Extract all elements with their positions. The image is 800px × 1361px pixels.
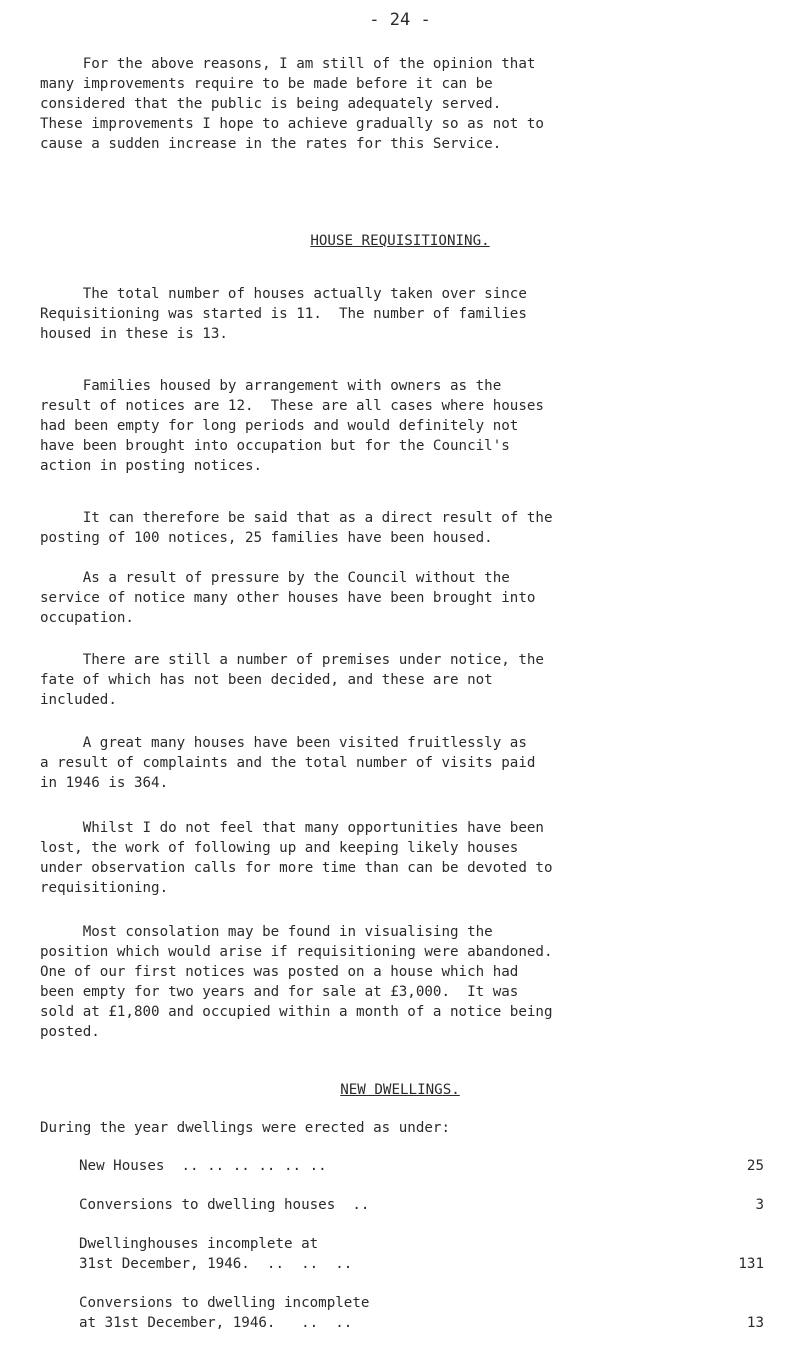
row-value: 25 [746, 1158, 764, 1174]
page-number: - 24 - [369, 10, 431, 30]
row-label: Conversions to dwelling incomplete at 31st December, 1946. .. .. [79, 1295, 370, 1331]
row-value: 13 [746, 1315, 764, 1331]
row-label: New Houses .. .. .. .. .. .. [79, 1158, 327, 1174]
paragraph-opportunities: Whilst I do not feel that many opportunities have been lost, the work of following up and keeping likely houses under observation calls for more time than can be devoted to requisitioning. [40, 820, 553, 896]
dwelling-row-incomplete-conversions [79, 1293, 764, 1333]
section-heading-house-requisitioning [0, 233, 800, 249]
paragraph-premises-under-notice: There are still a number of premises under notice, the fate of which has not been decided, and these are not included. [40, 652, 544, 708]
paragraph-visits: A great many houses have been visited fruitlessly as a result of complaints and the total number of visits paid in 1946 is 364. [40, 735, 536, 791]
heading-text: HOUSE REQUISITIONING. [310, 233, 490, 249]
dwelling-row-conversions [79, 1195, 764, 1215]
paragraph-families-housed: Families housed by arrangement with owners as the result of notices are 12. These are all cases where houses had been empty for long periods and would definitely not have been brought into occupation but for the Council's action in posting notices. [40, 378, 544, 474]
row-label: Conversions to dwelling houses .. [79, 1197, 370, 1213]
row-value: 3 [755, 1197, 764, 1213]
paragraph-total-houses: The total number of houses actually taken over since Requisitioning was started is 11. The number of families housed in these is 13. [40, 286, 527, 342]
paragraph-pressure: As a result of pressure by the Council without the service of notice many other houses have been brought into occupation. [40, 570, 536, 626]
section-heading-new-dwellings [0, 1082, 800, 1098]
dwelling-row-new-houses [79, 1156, 764, 1176]
row-label: Dwellinghouses incomplete at 31st December, 1946. .. .. .. [79, 1236, 353, 1272]
row-value: 131 [738, 1256, 764, 1272]
new-dwellings-intro: During the year dwellings were erected as under: [40, 1120, 450, 1136]
paragraph-consolation: Most consolation may be found in visualising the position which would arise if requisitioning were abandoned. One of our first notices was posted on a house which had been empty for two years and for sale at £3,000. It was sold at £1,800 and occupied within a month of a notice being posted. [40, 924, 553, 1040]
paragraph-direct-result: It can therefore be said that as a direct result of the posting of 100 notices, 25 families have been housed. [40, 510, 553, 546]
intro-paragraph: For the above reasons, I am still of the opinion that many improvements require to be made before it can be considered that the public is being adequately served. These improvements I hope to achieve gradually so as not to cause a sudden increase in the rates for this Service. [40, 56, 544, 152]
heading-text: NEW DWELLINGS. [340, 1082, 460, 1098]
dwelling-row-incomplete-houses [79, 1234, 764, 1274]
